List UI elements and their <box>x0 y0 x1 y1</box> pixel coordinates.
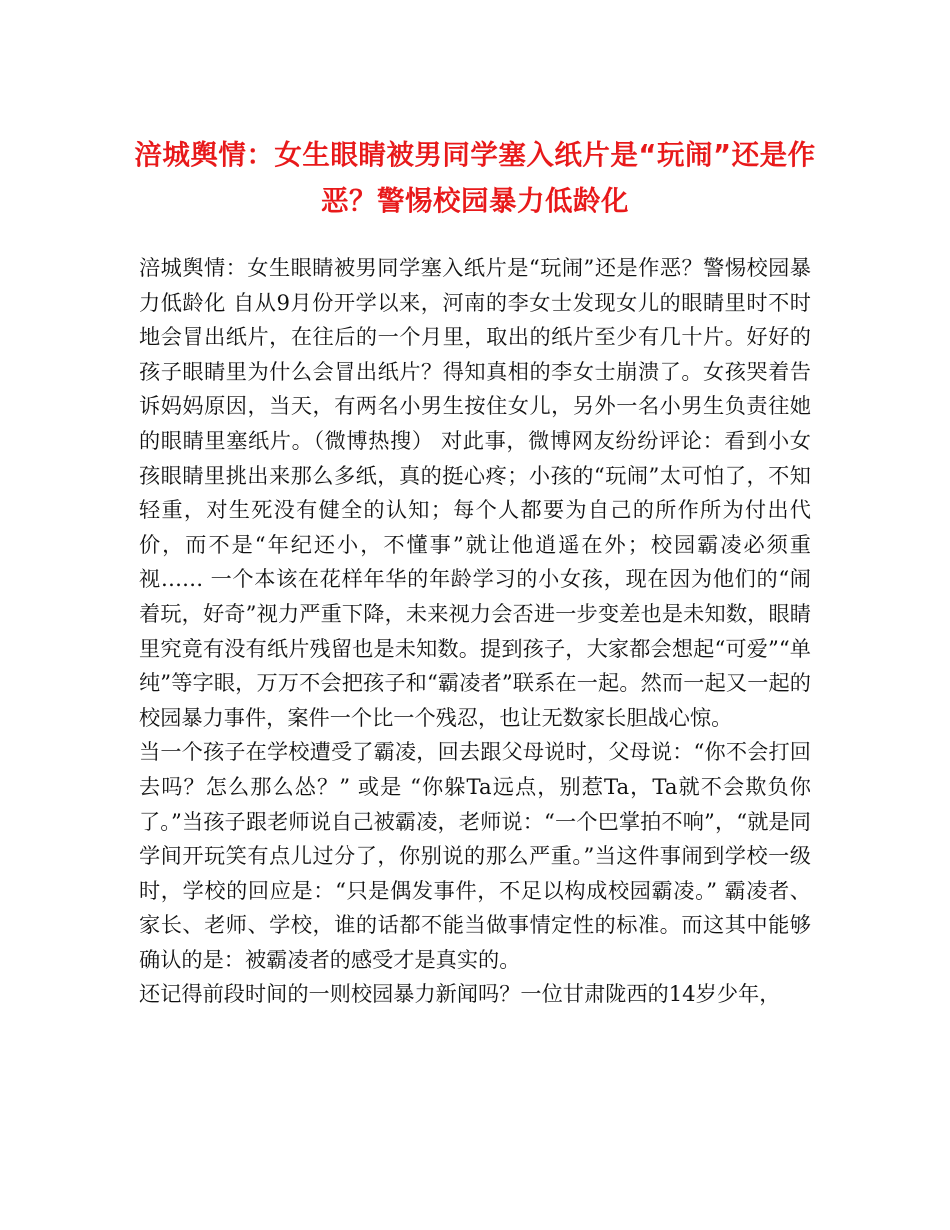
paragraph-3: 还记得前段时间的一则校园暴力新闻吗？一位甘肃陇西的14岁少年， <box>139 981 781 1007</box>
paragraph-1: 涪城舆情：女生眼睛被男同学塞入纸片是“玩闹”还是作恶？警惕校园暴力低龄化 自从9月份开学以来，河南的李女士发现女儿的眼睛里时不时地会冒出纸片，在往后的一个月里，取出的纸片至少有几十片。好好的孩子眼睛里为什么会冒出纸片？得知真相的李女士崩溃了。女孩哭着告诉妈妈原因，当天，有两名小男生按住女儿，另外一名小男生负责往她的眼睛里塞纸片。（微博热搜） 对此事，微博网友纷纷评论：看到小女孩眼睛里挑出来那么多纸，真的挺心疼；小孩的“玩闹”太可怕了，不知轻重，对生死没有健全的认知；每个人都要为自己的所作所为付出代价，而不是“年纪还小，不懂事”就让他逍遥在外；校园霸凌必须重视…… 一个本该在花样年华的年龄学习的小女孩，现在因为他们的“闹着玩，好奇”视力严重下降，未来视力会否进一步变差也是未知数，眼睛里究竟有没有纸片残留也是未知数。提到孩子，大家都会想起“可爱”“单纯”等字眼，万万不会把孩子和“霸凌者”联系在一起。然而一起又一起的校园暴力事件，案件一个比一个残忍，也让无数家长胆战心惊。 <box>139 255 811 730</box>
document-body <box>139 251 811 1012</box>
paragraph-2: 当一个孩子在学校遭受了霸凌，回去跟父母说时，父母说：“你不会打回去吗？怎么那么怂？” 或是 “你躲Ta远点，别惹Ta，Ta就不会欺负你了。”当孩子跟老师说自己被霸凌，老师说：“一个巴掌拍不响”，“就是同学间开玩笑有点儿过分了，你别说的那么严重。”当这件事闹到学校一级时，学校的回应是：“只是偶发事件，不足以构成校园霸凌。” 霸凌者、家长、老师、学校，谁的话都不能当做事情定性的标准。而这其中能够确认的是：被霸凌者的感受才是真实的。 <box>139 739 811 972</box>
document-title: 涪城舆情：女生眼睛被男同学塞入纸片是“玩闹”还是作恶？警惕校园暴力低龄化 <box>134 139 816 217</box>
